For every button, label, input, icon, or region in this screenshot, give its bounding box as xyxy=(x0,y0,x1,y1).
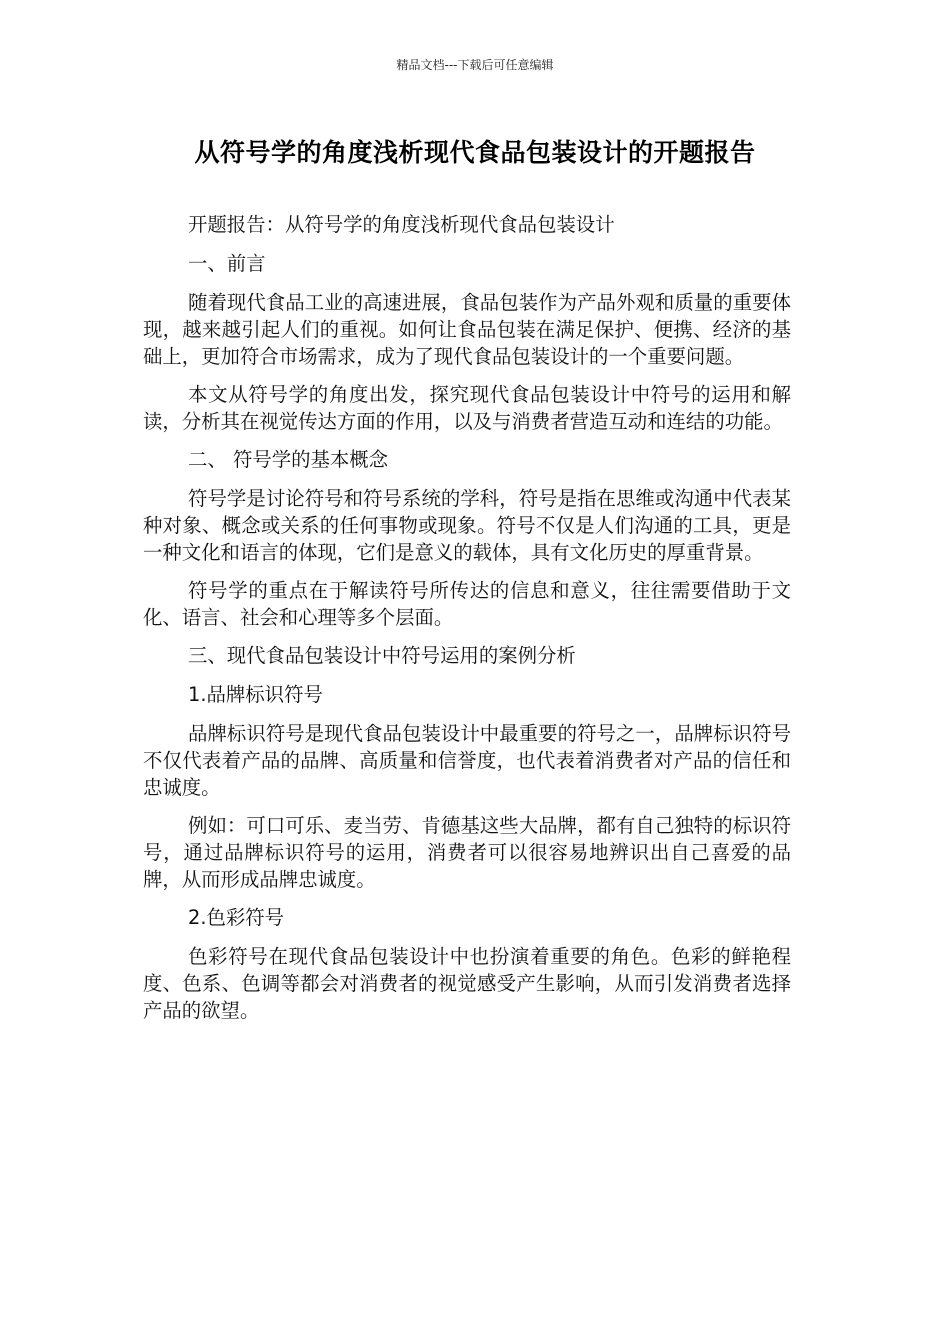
section-heading-semiotics: 二、 符号学的基本概念 xyxy=(188,448,389,471)
document-body xyxy=(143,211,791,1035)
paragraph-semiotics-2: 符号学的重点在于解读符号所传达的信息和意义，往往需要借助于文化、语言、社会和心理等多个层面。 xyxy=(143,579,791,629)
paragraph-preface-2: 本文从符号学的角度出发，探究现代食品包装设计中符号的运用和解读，分析其在视觉传达方面的作用，以及与消费者营造互动和连结的功能。 xyxy=(143,383,791,433)
report-subtitle: 开题报告：从符号学的角度浅析现代食品包装设计 xyxy=(188,213,615,236)
paragraph-color-1: 色彩符号在现代食品包装设计中也扮演着重要的角色。色彩的鲜艳程度、色系、色调等都会对消费者的视觉感受产生影响，从而引发消费者选择产品的欲望。 xyxy=(143,945,791,1022)
section-heading-preface: 一、前言 xyxy=(188,252,266,275)
paragraph-brand-2: 例如：可口可乐、麦当劳、肯德基这些大品牌，都有自己独特的标识符号，通过品牌标识符号的运用，消费者可以很容易地辨识出自己喜爱的品牌，从而形成品牌忠诚度。 xyxy=(143,814,791,891)
document-title: 从符号学的角度浅析现代食品包装设计的开题报告 xyxy=(194,138,756,167)
paragraph-semiotics-1: 符号学是讨论符号和符号系统的学科，符号是指在思维或沟通中代表某种对象、概念或关系的任何事物或现象。符号不仅是人们沟通的工具，更是一种文化和语言的体现，它们是意义的载体，具有文化历史的厚重背景。 xyxy=(143,487,791,564)
section-heading-cases: 三、现代食品包装设计中符号运用的案例分析 xyxy=(188,644,576,667)
subsection-heading-color: 2.色彩符号 xyxy=(188,906,285,929)
paragraph-preface-1: 随着现代食品工业的高速进展，食品包装作为产品外观和质量的重要体现，越来越引起人们的重视。如何让食品包装在满足保护、便携、经济的基础上，更加符合市场需求，成为了现代食品包装设计的一个重要问题。 xyxy=(143,291,791,368)
page-header-note: 精品文档---下载后可任意编辑 xyxy=(396,58,554,72)
paragraph-brand-1: 品牌标识符号是现代食品包装设计中最重要的符号之一，品牌标识符号不仅代表着产品的品牌、高质量和信誉度，也代表着消费者对产品的信任和忠诚度。 xyxy=(143,722,791,799)
subsection-heading-brand: 1.品牌标识符号 xyxy=(188,683,323,706)
